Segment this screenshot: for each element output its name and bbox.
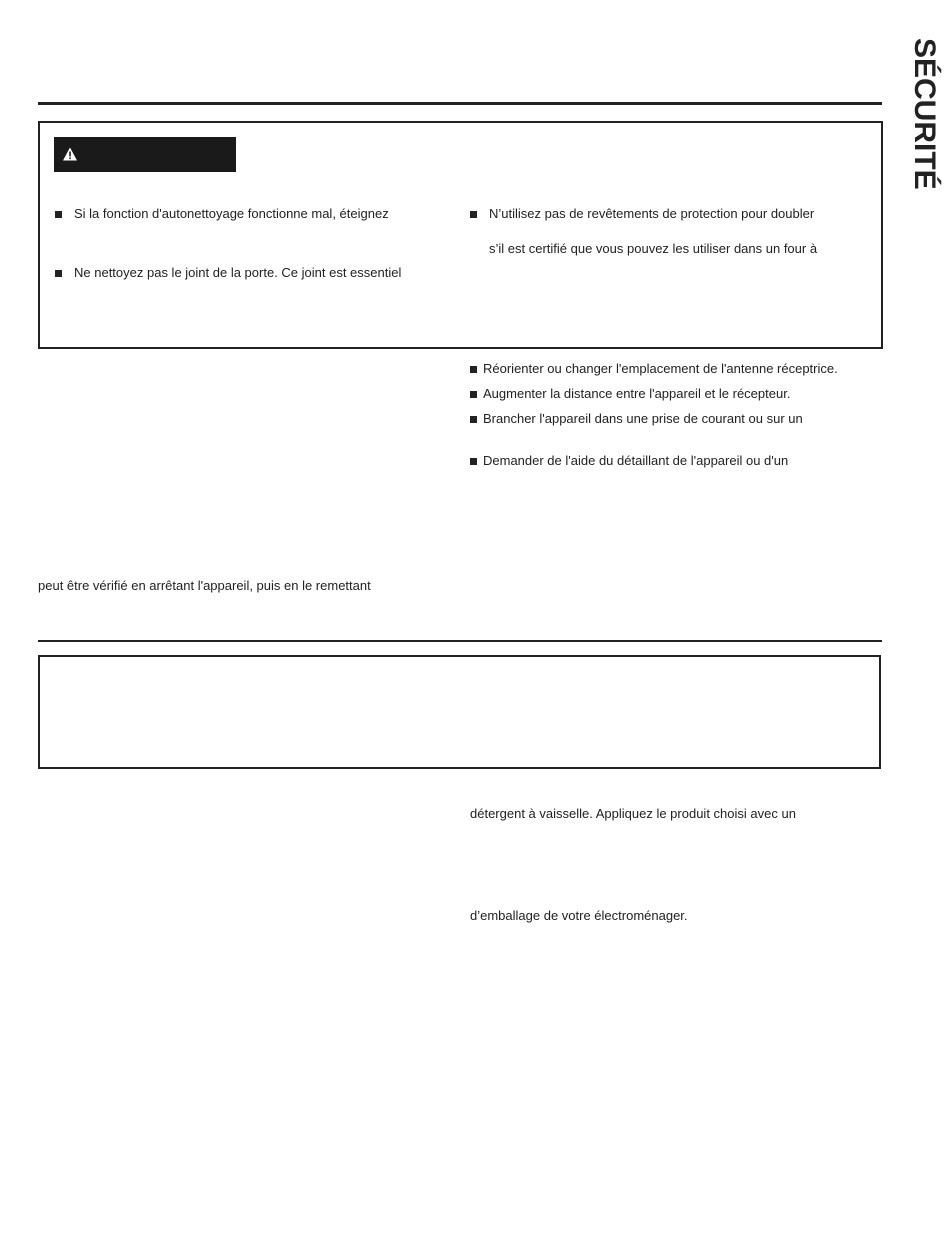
top-divider bbox=[38, 102, 882, 105]
care-detergent-text: détergent à vaisselle. Appliquez le produit choisi avec un bbox=[470, 806, 796, 821]
bullet-icon bbox=[470, 211, 477, 218]
warning-item-self-clean: Si la fonction d'autonettoyage fonctionne mal, éteignez bbox=[74, 206, 389, 221]
interference-item-antenna: Réorienter ou changer l'emplacement de l'antenne réceptrice. bbox=[483, 361, 838, 376]
bullet-icon bbox=[55, 270, 62, 277]
care-packaging-text: d’emballage de votre électroménager. bbox=[470, 908, 688, 923]
bullet-icon bbox=[470, 458, 477, 465]
section-divider bbox=[38, 640, 882, 642]
bullet-icon bbox=[470, 366, 477, 373]
bullet-icon bbox=[470, 391, 477, 398]
interference-item-outlet: Brancher l'appareil dans une prise de courant ou sur un bbox=[483, 411, 803, 426]
bullet-icon bbox=[470, 416, 477, 423]
notice-box bbox=[38, 655, 881, 769]
warning-item-door-gasket: Ne nettoyez pas le joint de la porte. Ce joint est essentiel bbox=[74, 265, 402, 280]
bullet-icon bbox=[55, 211, 62, 218]
warning-item-liners: N’utilisez pas de revêtements de protection pour doubler bbox=[489, 206, 815, 221]
section-tab bbox=[888, 38, 950, 188]
warning-label bbox=[54, 137, 236, 172]
warning-triangle-icon bbox=[62, 146, 78, 162]
section-tab-label: SÉCURITÉ bbox=[908, 38, 941, 190]
warning-item-liners-continued: s’il est certifié que vous pouvez les utiliser dans un four à bbox=[489, 241, 818, 256]
interference-check-text: peut être vérifié en arrêtant l'appareil, puis en le remettant bbox=[38, 578, 371, 593]
interference-item-distance: Augmenter la distance entre l'appareil et le récepteur. bbox=[483, 386, 791, 401]
interference-item-dealer: Demander de l'aide du détaillant de l'appareil ou d'un bbox=[483, 453, 789, 468]
